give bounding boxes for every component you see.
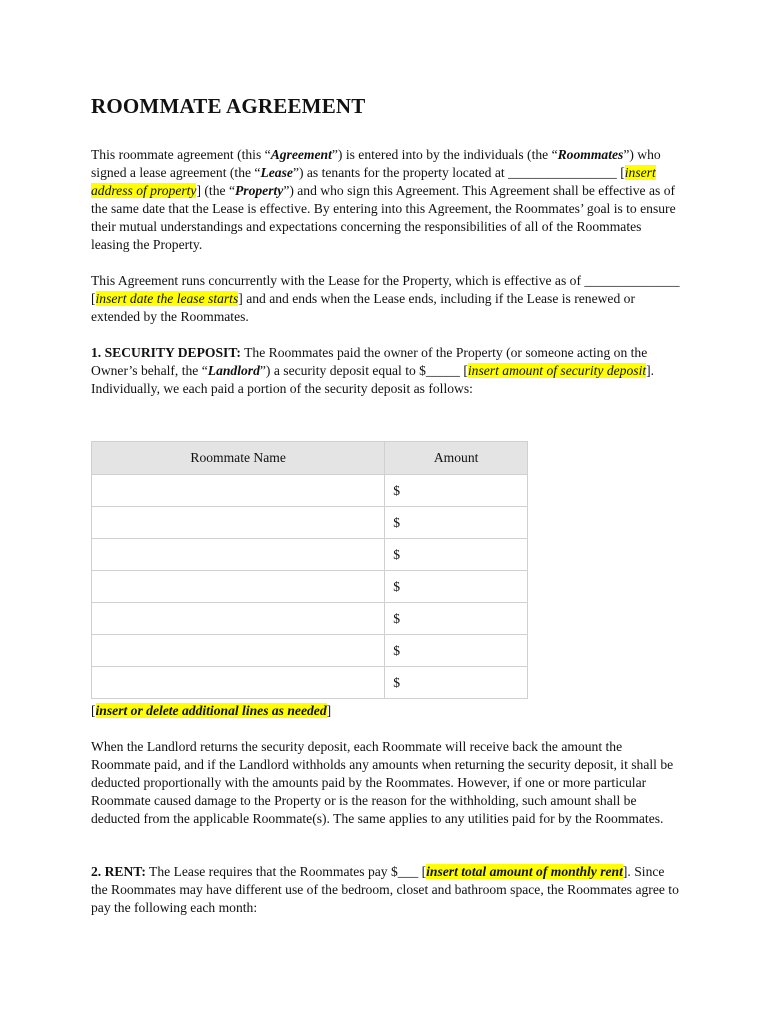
amount-cell[interactable]: $: [385, 539, 528, 571]
table-row: [92, 603, 528, 635]
amount-cell[interactable]: $: [385, 635, 528, 667]
intro-text-5: ] (the “: [196, 183, 235, 198]
deposit-table-header: [92, 442, 528, 475]
table-row: [92, 571, 528, 603]
amount-column-header: Amount: [385, 442, 528, 475]
rent-text-2: ]. Since the Roommates may have different use of the bedroom, closet and bathroom space, the Roommates agree to pay the following each month:: [91, 864, 679, 915]
term-paragraph: [91, 272, 681, 326]
table-row: [92, 475, 528, 507]
roommate-name-column-header: Roommate Name: [92, 442, 385, 475]
term-text-1: This Agreement runs concurrently with the Lease for the Property, which is effective as of ______________ [: [91, 273, 680, 306]
amount-cell[interactable]: $: [385, 667, 528, 699]
intro-text-3: ”) who signed a lease agreement (the “: [91, 147, 661, 180]
additional-lines-placeholder[interactable]: insert or delete additional lines as needed: [95, 703, 327, 718]
deposit-text-3: ]. Individually, we each paid a portion of the security deposit as follows:: [91, 363, 655, 396]
roommate-name-cell[interactable]: [92, 667, 385, 699]
security-deposit-heading: 1. SECURITY DEPOSIT:: [91, 345, 241, 360]
property-term: Property: [234, 183, 284, 198]
agreement-term: Agreement: [270, 147, 332, 162]
intro-text-6: ”) and who sign this Agreement. This Agreement shall be effective as of the same date that the Lease is effective. By entering into this Agreement, the Roommates’ goal is to ensure their mutual understandings and expectations concerning the responsibilities of all of the Roommates leasing the Property.: [91, 183, 676, 252]
deposit-text-2: ”) a security deposit equal to $_____ [: [259, 363, 468, 378]
document-title: ROOMMATE AGREEMENT: [91, 94, 366, 118]
roommate-name-cell[interactable]: [92, 571, 385, 603]
additional-lines-note: [91, 702, 681, 720]
lease-date-placeholder[interactable]: insert date the lease starts: [95, 291, 239, 306]
rent-heading: 2. RENT:: [91, 864, 146, 879]
term-text-2: ] and and ends when the Lease ends, including if the Lease is renewed or extended by the Roommates.: [91, 291, 635, 324]
note-close-bracket: ]: [326, 703, 332, 718]
amount-cell[interactable]: $: [385, 603, 528, 635]
deposit-return-paragraph: When the Landlord returns the security deposit, each Roommate will receive back the amount the Roommate paid, and if the Landlord withholds any amounts when returning the security deposit, it shall be deducted proportionally with the amounts paid by the Roommates. However, if one or more particular Roommate caused damage to the Property or is the reason for the withholding, such amount shall be deducted from the applicable Roommate(s). The same applies to any utilities paid for by the Roommates.: [91, 739, 674, 826]
roommate-name-cell[interactable]: [92, 507, 385, 539]
deposit-text-1: The Roommates paid the owner of the Property (or someone acting on the Owner’s behalf, the “: [91, 345, 648, 378]
note-open-bracket: [: [91, 703, 96, 718]
intro-text-4: ”) as tenants for the property located at ________________ [: [292, 165, 625, 180]
intro-text-2: ”) is entered into by the individuals (the “: [331, 147, 558, 162]
address-placeholder[interactable]: insert address of property: [91, 165, 656, 198]
amount-cell[interactable]: $: [385, 571, 528, 603]
table-row: [92, 635, 528, 667]
rent-paragraph: [91, 863, 681, 917]
rent-text-1: The Lease requires that the Roommates pay $___ [: [145, 864, 427, 879]
deposit-table: [91, 441, 528, 699]
intro-text-1: This roommate agreement (this “: [91, 147, 271, 162]
landlord-term: Landlord: [207, 363, 260, 378]
roommate-name-cell[interactable]: [92, 539, 385, 571]
roommate-name-cell[interactable]: [92, 475, 385, 507]
amount-cell[interactable]: $: [385, 507, 528, 539]
lease-term: Lease: [260, 165, 293, 180]
roommate-name-cell[interactable]: [92, 635, 385, 667]
rent-amount-placeholder[interactable]: insert total amount of monthly rent: [426, 864, 623, 879]
deposit-amount-placeholder[interactable]: insert amount of security deposit: [467, 363, 647, 378]
roommate-name-cell[interactable]: [92, 603, 385, 635]
table-row: [92, 667, 528, 699]
security-deposit-paragraph: [91, 344, 681, 398]
intro-paragraph: [91, 146, 681, 254]
amount-cell[interactable]: $: [385, 475, 528, 507]
table-row: [92, 507, 528, 539]
roommates-term: Roommates: [557, 147, 624, 162]
table-row: [92, 539, 528, 571]
